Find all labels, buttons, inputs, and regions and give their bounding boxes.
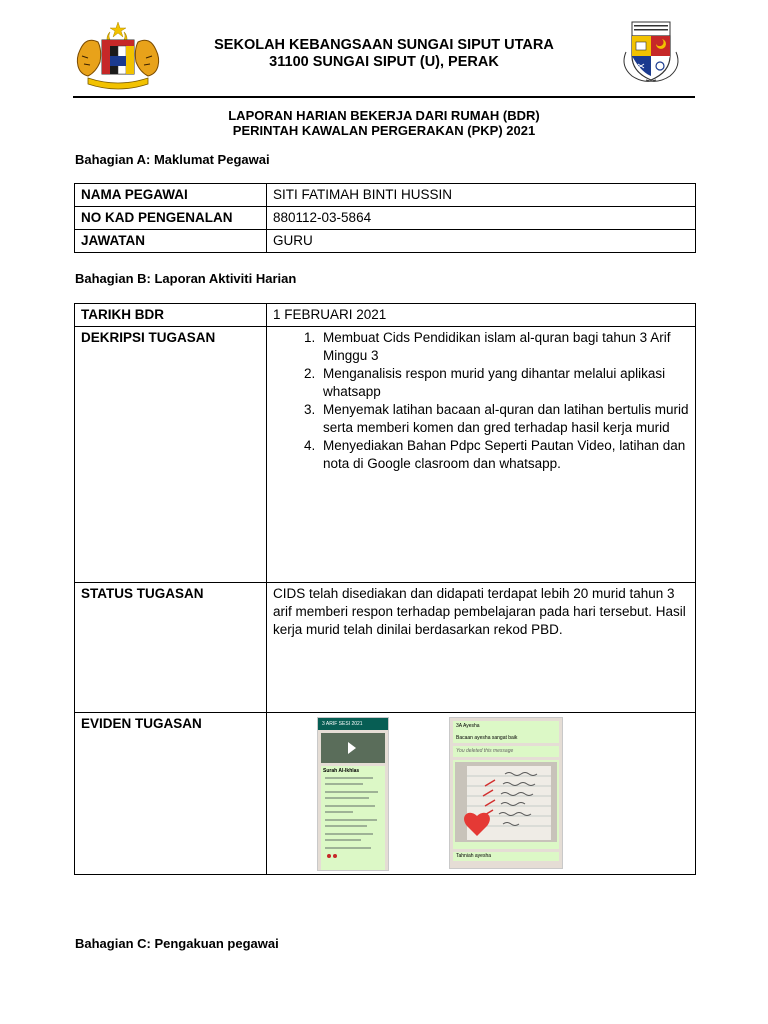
officer-info-table [74,183,696,253]
list-item: 2. Menganalisis respon murid yang dihantar melalui aplikasi whatsapp [319,365,689,401]
date-label: TARIKH BDR [75,304,267,327]
evidence-screenshot-whatsapp-group [317,717,389,871]
task-status-label: STATUS TUGASAN [75,583,267,713]
photo-bubble [453,760,559,849]
school-name: SEKOLAH KEBANGSAAN SUNGAI SIPUT UTARA [214,37,554,53]
task-description-label: DEKRIPSI TUGASAN [75,327,267,583]
chat-bubble [321,766,385,870]
message-text: Bacaan ayesha sangat baik [456,735,518,741]
table-row [75,207,696,230]
task-evidence-cell [267,713,696,875]
activity-report-table [74,303,696,875]
video-title: Surah Al-Ikhlas [323,768,360,774]
table-row [75,327,696,583]
report-title-line2: PERINTAH KAWALAN PERGERAKAN (PKP) 2021 [232,123,536,138]
section-a-heading: Bahagian A: Maklumat Pegawai [75,152,270,167]
reply-message: Tahniah ayesha [453,852,559,861]
list-item: 4. Menyediakan Bahan Pdpc Seperti Pautan Video, latihan dan nota di Google clasroom dan whatsapp. [319,437,689,473]
school-address: 31100 SUNGAI SIPUT (U), PERAK [269,54,499,70]
coat-of-arms-logo [70,20,166,92]
table-row [75,304,696,327]
task-evidence-label: EVIDEN TUGASAN [75,713,267,875]
ic-label: NO KAD PENGENALAN [75,207,267,230]
name-value: SITI FATIMAH BINTI HUSSIN [267,184,696,207]
list-item: 1. Membuat Cids Pendidikan islam al-quran bagi tahun 3 Arif Minggu 3 [319,329,689,365]
header-divider [73,96,695,98]
table-row [75,713,696,875]
school-header [160,37,608,71]
ic-value: 880112-03-5864 [267,207,696,230]
chat-bubble [453,721,559,743]
deleted-message: You deleted this message [453,746,559,757]
task-list [273,329,689,473]
name-label: NAMA PEGAWAI [75,184,267,207]
report-title-line1: LAPORAN HARIAN BEKERJA DARI RUMAH (BDR) [228,108,540,123]
position-value: GURU [267,230,696,253]
section-b-heading: Bahagian B: Laporan Aktiviti Harian [75,271,297,286]
task-description-cell [267,327,696,583]
report-title [73,108,695,138]
table-row [75,230,696,253]
task-status-value: CIDS telah disediakan dan didapati terdapat lebih 20 murid tahun 3 arif memberi respon terhadap pembelajaran pada hari tersebut. Hasil kerja murid telah dinilai berdasarkan rekod PBD. [267,583,696,713]
chat-text-lines [323,774,383,860]
contact-name: 3A Ayesha [456,723,480,729]
handwriting-photo [455,762,557,842]
position-label: JAWATAN [75,230,267,253]
video-thumbnail [321,733,385,763]
list-item: 3. Menyemak latihan bacaan al-quran dan latihan bertulis murid serta memberi komen dan gred terhadap hasil kerja murid [319,401,689,437]
section-c-heading: Bahagian C: Pengakuan pegawai [75,936,279,951]
evidence-chat-header: 3 ARIF SESI 2021 [318,718,388,730]
table-row [75,184,696,207]
school-crest-logo [616,18,686,90]
table-row [75,583,696,713]
play-icon [348,742,356,754]
evidence-screenshot-whatsapp-chat [449,717,563,869]
date-value: 1 FEBRUARI 2021 [267,304,696,327]
